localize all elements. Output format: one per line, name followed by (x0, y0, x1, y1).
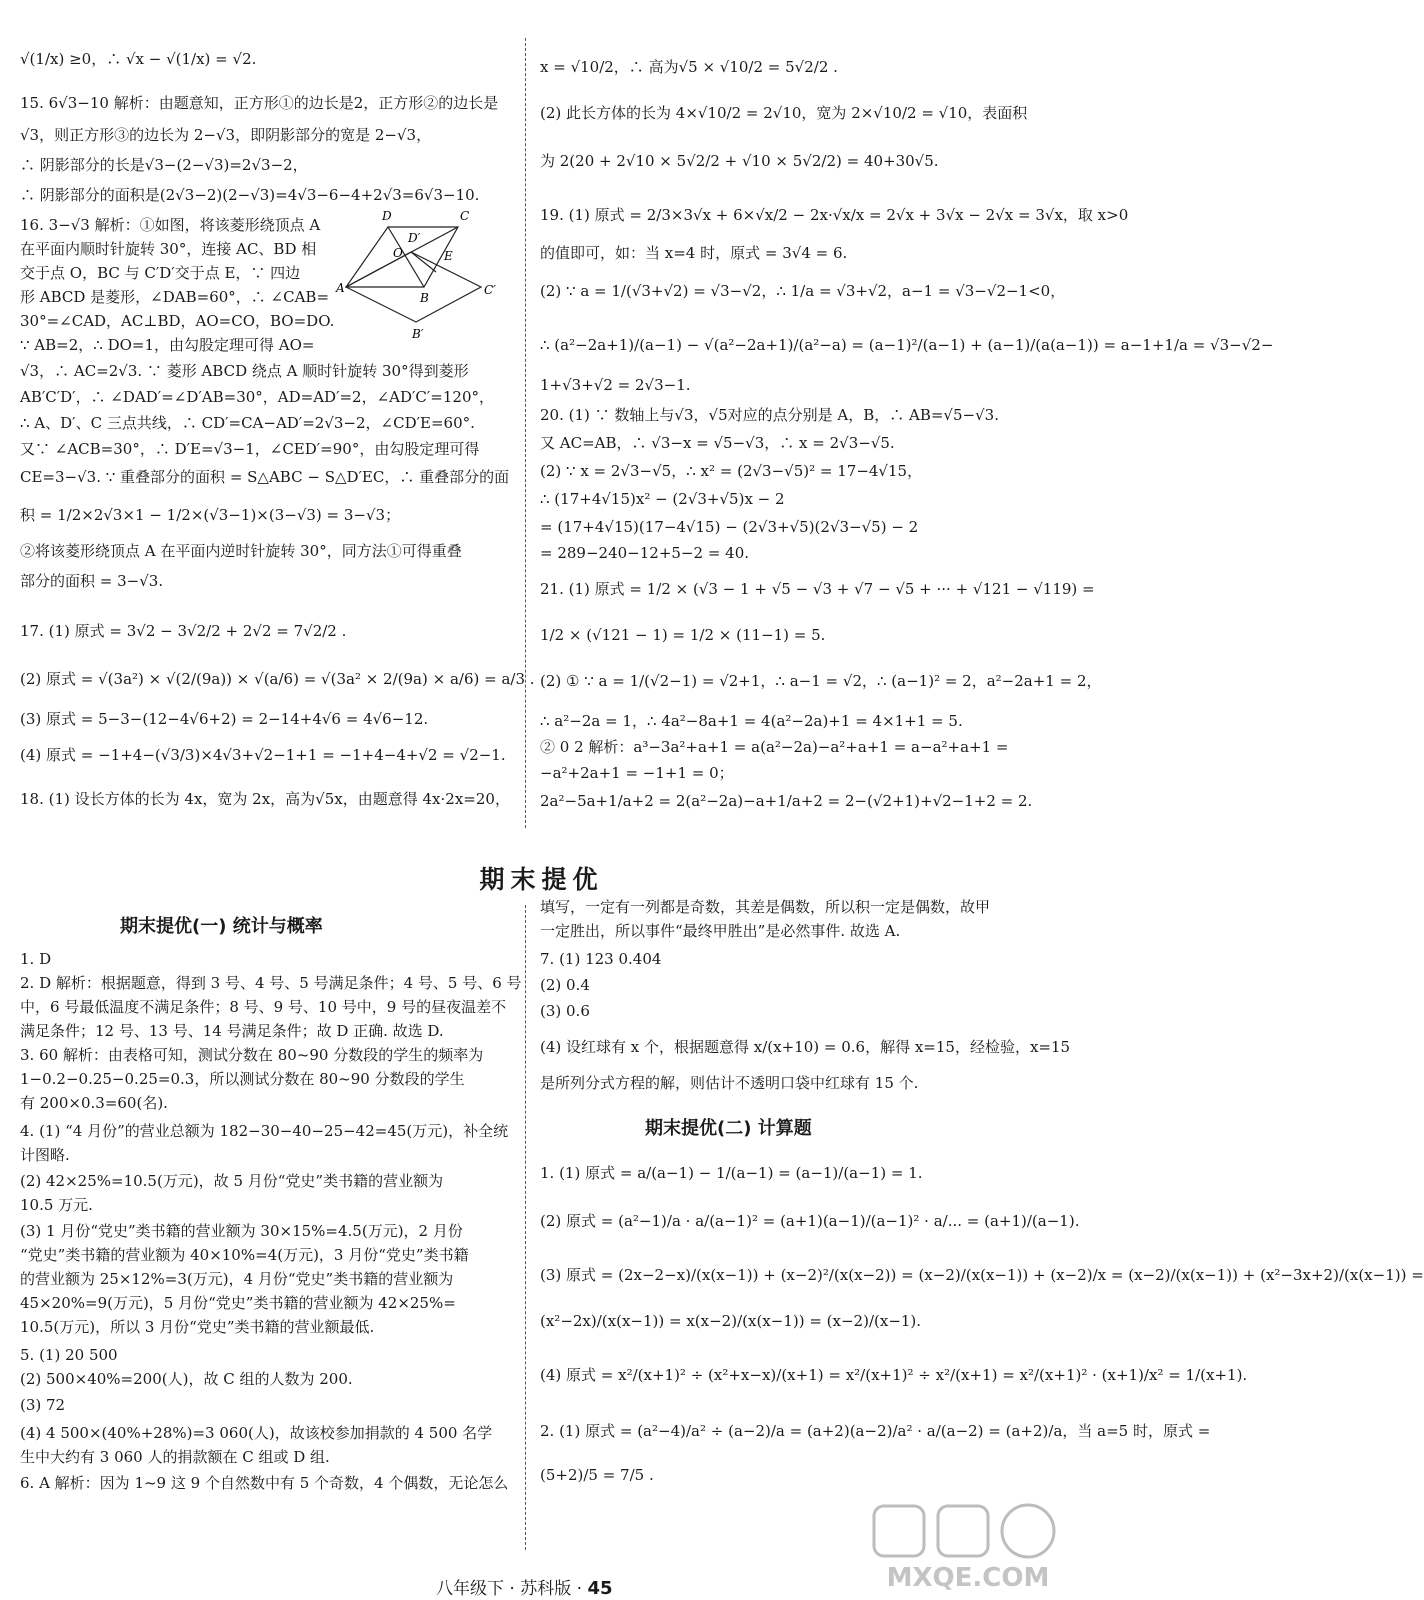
text-line: (4) 原式 = x²/(x+1)² ÷ (x²+x−x)/(x+1) = x²/(x+1)² ÷ x²/(x+1) = x²/(x+1)² · (x+1)/x² = 1/(x+1). (540, 1366, 1248, 1384)
text-line: 2a²−5a+1/a+2 = 2(a²−2a)−a+1/a+2 = 2−(√2+1)+√2−1+2 = 2. (540, 792, 1033, 810)
text-line: 的值即可，如：当 x=4 时，原式 = 3√4 = 6. (540, 244, 848, 262)
text-line: ② 0 2 解析：a³−3a²+a+1 = a(a²−2a)−a²+a+1 = a−a²+a+1 = (540, 738, 1009, 756)
text-line: 30°=∠CAD，AC⊥BD，AO=CO，BO=DO. (20, 312, 335, 330)
text-line: 7. (1) 123 0.404 (540, 950, 662, 968)
text-line: ∵ AB=2，∴ DO=1，由勾股定理可得 AO= (20, 336, 315, 354)
label-B: B (420, 291, 429, 305)
subsection-title-1: 期末提优(一) 统计与概率 (120, 916, 323, 937)
text-line: 生中大约有 3 060 人的捐款额在 C 组或 D 组. (20, 1448, 330, 1466)
label-C: C (460, 209, 470, 223)
text-line: 又 AC=AB，∴ √3−x = √5−√3，∴ x = 2√3−√5. (540, 434, 895, 452)
text-line: 一定胜出，所以事件“最终甲胜出”是必然事件. 故选 A. (540, 922, 901, 940)
text-line: (5+2)/5 = 7/5 . (540, 1466, 654, 1484)
text-line: x = √10/2，∴ 高为√5 × √10/2 = 5√2/2 . (540, 58, 838, 76)
text-line: 积 = 1/2×2√3×1 − 1/2×(√3−1)×(3−√3) = 3−√3； (20, 506, 401, 524)
text-line: ∴ A、D′、C 三点共线，∴ CD′=CA−AD′=2√3−2，∠CD′E=60°. (20, 414, 475, 432)
text-line: 45×20%=9(万元)，5 月份“党史”类书籍的营业额为 42×25%= (20, 1294, 456, 1312)
label-A: A (336, 281, 345, 295)
text-line: 6. A 解析：因为 1~9 这 9 个自然数中有 5 个奇数，4 个偶数，无论怎么 (20, 1474, 509, 1492)
text-line: √(1/x) ≥0，∴ √x − √(1/x) = √2. (20, 50, 257, 68)
section-title: 期末提优 (479, 865, 604, 894)
text-line: 21. (1) 原式 = 1/2 × (√3 − 1 + √5 − √3 + √7 − √5 + ··· + √121 − √119) = (540, 580, 1095, 598)
rhombus-rotation-figure (336, 202, 506, 352)
text-line: ∴ a²−2a = 1，∴ 4a²−8a+1 = 4(a²−2a)+1 = 4×1+1 = 5. (540, 712, 963, 730)
text-line: 1. D (20, 950, 52, 968)
text-line: 19. (1) 原式 = 2/3×3√x + 6×√x/2 − 2x·√x/x = 2√x + 3√x − 2√x = 3√x，取 x>0 (540, 206, 1129, 224)
page-footer (436, 1574, 613, 1599)
text-line: = (17+4√15)(17−4√15) − (2√3+√5)(2√3−√5) − 2 (540, 518, 919, 536)
text-line: 5. (1) 20 500 (20, 1346, 118, 1364)
text-line: (2) ∵ x = 2√3−√5，∴ x² = (2√3−√5)² = 17−4√15， (540, 462, 923, 480)
text-line: 15. 6√3−10 解析：由题意知，正方形①的边长是2，正方形②的边长是 (20, 94, 499, 112)
text-line: (3) 原式 = (2x−2−x)/(x(x−1)) + (x−2)²/(x(x−2)) = (x−2)/(x(x−1)) + (x−2)/x = (x−2)/(x(x−1)) + (x²−3x+2)/(x(x−1)) = (540, 1266, 1424, 1284)
text-line: 填写，一定有一列都是奇数，其差是偶数，所以积一定是偶数，故甲 (540, 898, 991, 916)
text-line: 在平面内顺时针旋转 30°，连接 AC、BD 相 (20, 240, 317, 258)
text-line: 4. (1) “4 月份”的营业总额为 182−30−40−25−42=45(万元)，补全统 (20, 1122, 509, 1140)
text-line: 又∵ ∠ACB=30°，∴ D′E=√3−1，∠CED′=90°，由勾股定理可得 (20, 440, 480, 458)
text-line: 16. 3−√3 解析：①如图，将该菱形绕顶点 A (20, 216, 321, 234)
text-line: “党史”类书籍的营业额为 40×10%=4(万元)，3 月份“党史”类书籍 (20, 1246, 469, 1264)
watermark-logo (868, 1500, 1068, 1595)
text-line: √3，∴ AC=2√3. ∵ 菱形 ABCD 绕点 A 顺时针旋转 30°得到菱形 (20, 362, 469, 380)
column-divider (525, 38, 526, 828)
text-line: (2) 原式 = √(3a²) × √(2/(9a)) × √(a/6) = √(3a² × 2/(9a) × a/6) = a/3 . (20, 670, 535, 688)
text-line: (3) 0.6 (540, 1002, 590, 1020)
subsection-title-2: 期末提优(二) 计算题 (645, 1118, 812, 1139)
label-Dprime: D′ (408, 231, 421, 245)
text-line: 满足条件；12 号、13 号、14 号满足条件；故 D 正确. 故选 D. (20, 1022, 444, 1040)
text-line: 交于点 O，BC 与 C′D′交于点 E，∵ 四边 (20, 264, 301, 282)
label-O: O (393, 246, 403, 260)
column-divider (525, 905, 526, 1550)
text-line: 形 ABCD 是菱形，∠DAB=60°，∴ ∠CAB= (20, 288, 330, 306)
text-line: (4) 原式 = −1+4−(√3/3)×4√3+√2−1+1 = −1+4−4+√2 = √2−1. (20, 746, 506, 764)
label-Bprime: B′ (412, 327, 424, 341)
text-line: 1+√3+√2 = 2√3−1. (540, 376, 691, 394)
text-line: 3. 60 解析：由表格可知，测试分数在 80~90 分数段的学生的频率为 (20, 1046, 484, 1064)
text-line: 10.5(万元)，所以 3 月份“党史”类书籍的营业额最低. (20, 1318, 375, 1336)
text-line: (3) 原式 = 5−3−(12−4√6+2) = 2−14+4√6 = 4√6−12. (20, 710, 429, 728)
text-line: (2) 500×40%=200(人)，故 C 组的人数为 200. (20, 1370, 353, 1388)
text-line: 2. (1) 原式 = (a²−4)/a² ÷ (a−2)/a = (a+2)(a−2)/a² · a/(a−2) = (a+2)/a，当 a=5 时，原式 = (540, 1422, 1211, 1440)
label-D: D (382, 209, 392, 223)
text-line: √3，则正方形③的边长为 2−√3，即阴影部分的宽是 2−√3， (20, 126, 432, 144)
text-line: −a²+2a+1 = −1+1 = 0； (540, 764, 734, 782)
text-line: 为 2(20 + 2√10 × 5√2/2 + √10 × 5√2/2) = 40+30√5. (540, 152, 939, 170)
text-line: (2) 0.4 (540, 976, 590, 994)
text-line: ∴ (a²−2a+1)/(a−1) − √(a²−2a+1)/(a²−a) = (a−1)²/(a−1) + (a−1)/(a(a−1)) = a−1+1/a = √3−√2− (540, 336, 1274, 354)
text-line: (2) 原式 = (a²−1)/a · a/(a−1)² = (a+1)(a−1)/(a−1)² · a/... = (a+1)/(a−1). (540, 1212, 1080, 1230)
text-line: 18. (1) 设长方体的长为 4x，宽为 2x，高为√5x，由题意得 4x·2x=20， (20, 790, 510, 808)
text-line: (4) 4 500×(40%+28%)=3 060(人)，故该校参加捐款的 4 500 名学 (20, 1424, 493, 1442)
text-line: (x²−2x)/(x(x−1)) = x(x−2)/(x(x−1)) = (x−2)/(x−1). (540, 1312, 922, 1330)
text-line: 部分的面积 = 3−√3. (20, 572, 164, 590)
text-line: (2) 此长方体的长为 4×√10/2 = 2√10，宽为 2×√10/2 = √10，表面积 (540, 104, 1028, 122)
text-line: (2) ① ∵ a = 1/(√2−1) = √2+1，∴ a−1 = √2，∴ (a−1)² = 2，a²−2a+1 = 2， (540, 672, 1102, 690)
label-Cprime: C′ (484, 283, 496, 297)
text-line: ∴ 阴影部分的面积是(2√3−2)(2−√3)=4√3−6−4+2√3=6√3−10. (20, 186, 480, 204)
text-line: ∴ 阴影部分的长是√3−(2−√3)=2√3−2， (20, 156, 308, 174)
watermark-text: MXQE.COM (886, 1563, 1050, 1593)
text-line: (3) 1 月份“党史”类书籍的营业额为 30×15%=4.5(万元)，2 月份 (20, 1222, 463, 1240)
text-line: 1/2 × (√121 − 1) = 1/2 × (11−1) = 5. (540, 626, 826, 644)
text-line: (4) 设红球有 x 个，根据题意得 x/(x+10) = 0.6，解得 x=15，经检验，x=15 (540, 1038, 1071, 1056)
text-line: (3) 72 (20, 1396, 66, 1414)
text-line: (2) ∵ a = 1/(√3+√2) = √3−√2，∴ 1/a = √3+√2，a−1 = √3−√2−1<0， (540, 282, 1066, 300)
text-line: 中，6 号最低温度不满足条件；8 号、9 号、10 号中，9 号的昼夜温差不 (20, 998, 507, 1016)
text-line: 10.5 万元. (20, 1196, 93, 1214)
text-line: 是所列分式方程的解，则估计不透明口袋中红球有 15 个. (540, 1074, 919, 1092)
text-line: 20. (1) ∵ 数轴上与√3，√5对应的点分别是 A，B，∴ AB=√5−√3. (540, 406, 999, 424)
text-line: = 289−240−12+5−2 = 40. (540, 544, 750, 562)
text-line: ②将该菱形绕顶点 A 在平面内逆时针旋转 30°，同方法①可得重叠 (20, 542, 462, 560)
page-number: 45 (587, 1578, 613, 1599)
text-line: ∴ (17+4√15)x² − (2√3+√5)x − 2 (540, 490, 785, 508)
text-line: (2) 42×25%=10.5(万元)，故 5 月份“党史”类书籍的营业额为 (20, 1172, 444, 1190)
text-line: 计图略. (20, 1146, 70, 1164)
text-line: AB′C′D′，∴ ∠DAD′=∠D′AB=30°，AD=AD′=2，∠AD′C′=120°， (20, 388, 495, 406)
text-line: 的营业额为 25×12%=3(万元)，4 月份“党史”类书籍的营业额为 (20, 1270, 454, 1288)
text-line: CE=3−√3. ∵ 重叠部分的面积 = S△ABC − S△D′EC，∴ 重叠部分的面 (20, 468, 510, 486)
text-line: 1−0.2−0.25−0.25=0.3，所以测试分数在 80~90 分数段的学生 (20, 1070, 465, 1088)
text-line: 有 200×0.3=60(名). (20, 1094, 168, 1112)
label-E: E (444, 249, 453, 263)
text-line: 17. (1) 原式 = 3√2 − 3√2/2 + 2√2 = 7√2/2 . (20, 622, 347, 640)
footer-text: 八年级下 · 苏科版 · (436, 1579, 588, 1599)
text-line: 1. (1) 原式 = a/(a−1) − 1/(a−1) = (a−1)/(a−1) = 1. (540, 1164, 923, 1182)
text-line: 2. D 解析：根据题意，得到 3 号、4 号、5 号满足条件；4 号、5 号、6 号 (20, 974, 522, 992)
